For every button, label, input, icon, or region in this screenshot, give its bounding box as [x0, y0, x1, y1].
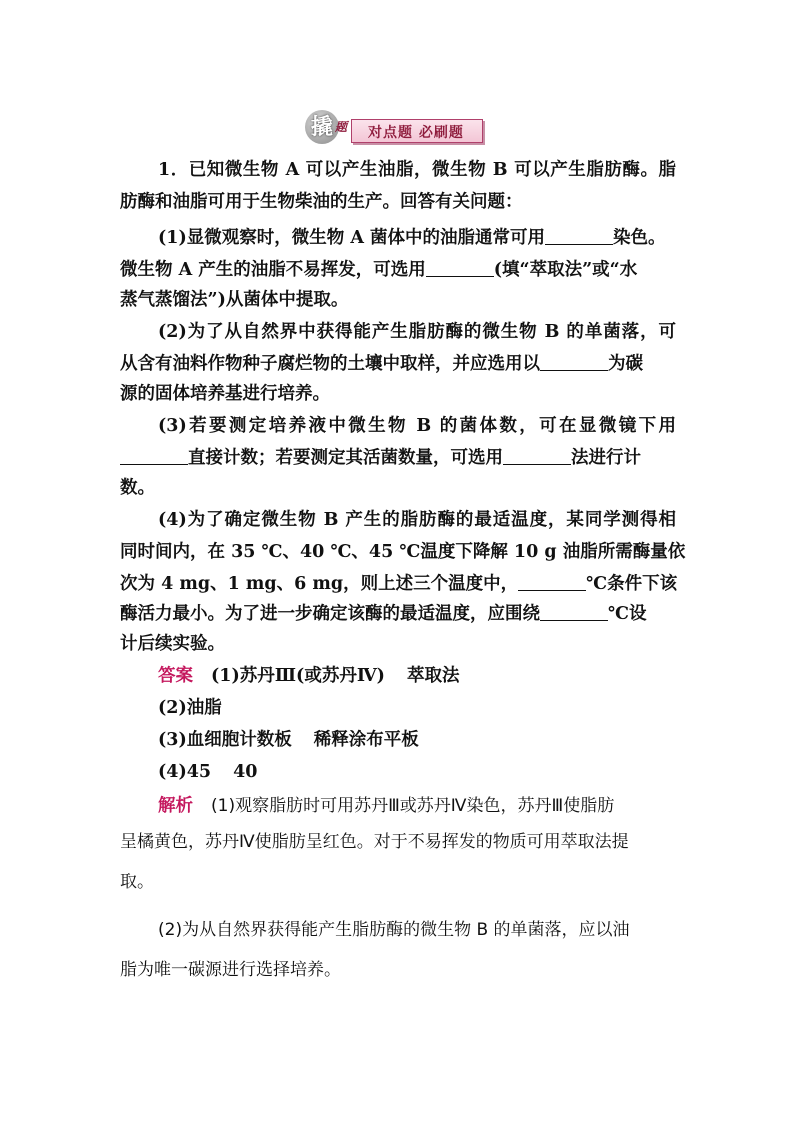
- analysis-line-5: 脂为唯一碳源进行选择培养。: [120, 960, 341, 980]
- part-3-line-3: 数。: [120, 478, 155, 498]
- answer-line-1: 答案 (1)苏丹Ⅲ(或苏丹Ⅳ) 萃取法: [158, 666, 460, 686]
- part-4-line-4: 酶活力最小。为了进一步确定该酶的最适温度，应围绕 ℃设: [120, 604, 647, 624]
- part-3-line-1: (3)若要测定培养液中微生物 B 的菌体数，可在显微镜下用: [158, 416, 676, 436]
- part-2-line-2: 从含有油料作物种子腐烂物的土壤中取样，并应选用以 为碳: [120, 354, 643, 374]
- part-4-line-3: 次为 4 mg、1 mg、6 mg，则上述三个温度中， ℃条件下该: [120, 574, 678, 594]
- section-label-box: [351, 119, 483, 143]
- part-1-line-3: 蒸气蒸馏法”)从菌体中提取。: [120, 290, 349, 310]
- analysis-tag: 解析: [158, 796, 193, 816]
- analysis-line-4: (2)为从自然界获得能产生脂肪酶的微生物 B 的单菌落，应以油: [158, 920, 630, 940]
- analysis-line-3: 取。: [120, 872, 154, 892]
- answer-blank: [545, 226, 613, 245]
- answer-blank: [503, 446, 571, 465]
- seal-suffix: 题: [335, 120, 348, 134]
- part-3-line-2: 直接计数；若要测定其活菌数量，可选用 法进行计: [120, 446, 676, 470]
- answer-line-4: (4)45 40: [158, 762, 258, 782]
- answer-blank: [120, 446, 188, 465]
- analysis-line-1: 解析 (1)观察脂肪时可用苏丹Ⅲ或苏丹Ⅳ染色，苏丹Ⅲ使脂肪: [158, 796, 615, 816]
- part-1-line-1: (1)显微观察时，微生物 A 菌体中的油脂通常可用 染色。: [158, 228, 666, 248]
- part-1-line-2: 微生物 A 产生的油脂不易挥发，可选用 (填“萃取法”或“水: [120, 260, 638, 280]
- part-2-line-1: (2)为了从自然界中获得能产生脂肪酶的微生物 B 的单菌落，可: [158, 322, 676, 342]
- answer-blank: [426, 258, 494, 277]
- seal-logo-icon: 撬: [305, 110, 339, 144]
- answer-line-3: (3)血细胞计数板 稀释涂布平板: [158, 730, 419, 750]
- section-label: 对点题 必刷题: [368, 125, 464, 141]
- part-4-line-1: (4)为了确定微生物 B 产生的脂肪酶的最适温度，某同学测得相: [158, 510, 676, 530]
- question-stem-line-1: 1．已知微生物 A 可以产生油脂，微生物 B 可以产生脂肪酶。脂: [158, 160, 676, 180]
- answer-blank: [540, 352, 608, 371]
- question-stem-line-2: 肪酶和油脂可用于生物柴油的生产。回答有关问题：: [120, 192, 523, 212]
- answer-tag: 答案: [158, 666, 193, 686]
- answer-blank: [518, 572, 586, 591]
- part-4-line-5: 计后续实验。: [120, 634, 225, 654]
- part-2-line-3: 源的固体培养基进行培养。: [120, 384, 330, 404]
- analysis-line-2: 呈橘黄色，苏丹Ⅳ使脂肪呈红色。对于不易挥发的物质可用萃取法提: [120, 832, 629, 852]
- answer-line-2: (2)油脂: [158, 698, 222, 718]
- answer-blank: [540, 602, 608, 621]
- part-4-line-2: 同时间内，在 35 ℃、40 ℃、45 ℃温度下降解 10 g 油脂所需酶量依: [120, 542, 686, 562]
